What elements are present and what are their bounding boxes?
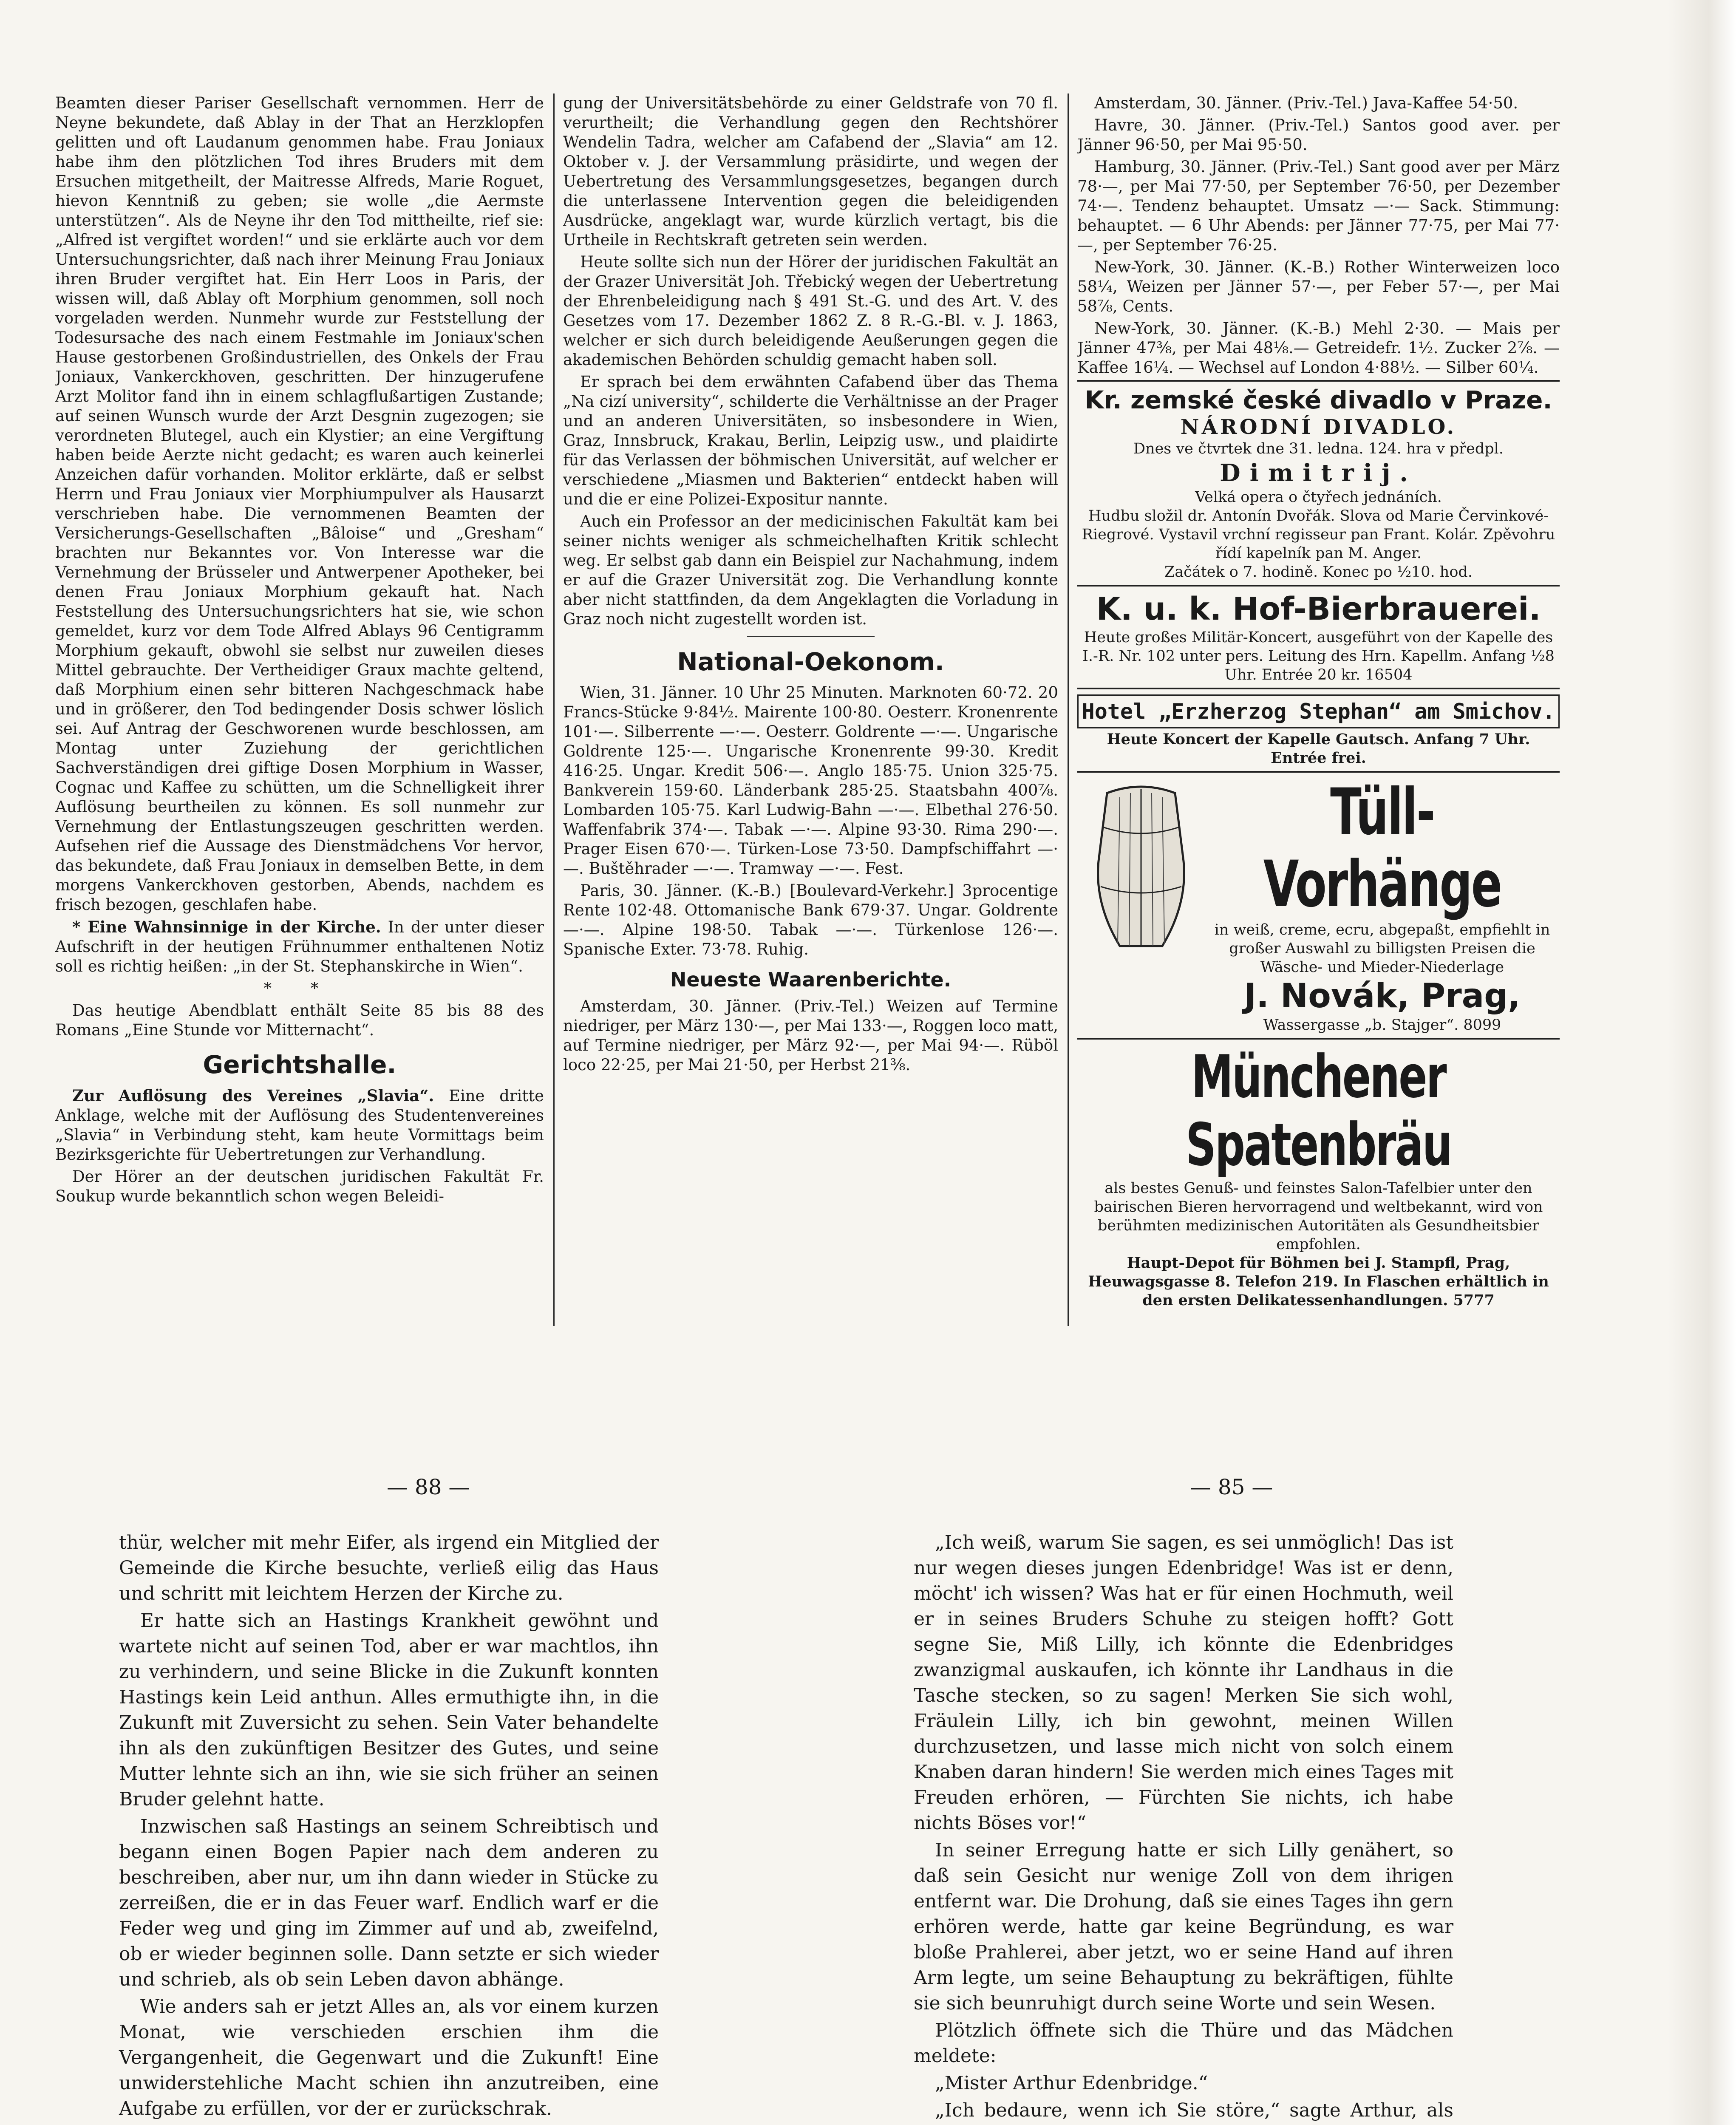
ad-brewery	[1077, 585, 1560, 688]
column-3	[1077, 94, 1560, 1313]
novel-note: Das heutige Abendblatt enthält Seite 85 bis 88 des Romans „Eine Stunde vor Mitternacht“.	[55, 1001, 544, 1039]
market-report: Wien, 31. Jänner. 10 Uhr 25 Minuten. Marknoten 60·72. 20 Francs-Stücke 9·84½. Mairente 100·80. Oesterr. Kronenrente 101·—. Silberrente —·—. Oesterr. Goldrente —·—. Ungarische Goldrente 125·—. Ungarische Kronenrente 99·30. Kredit 416·25. Ungar. Kredit 506·—. Anglo 185·75. Union 325·75. Bankverein 159·60. Länderbank 285·25. Staatsbahn 400⅞. Lombarden 105·75. Karl Ludwig-Bahn —·—. Elbethal 276·50. Waffenfabrik 374·—. Tabak —·—. Alpine 93·30. Rima 290·—. Prager Eisen 670·—. Türken-Lose 73·50. Dampfschiffahrt —·—. Buštěhrader —·—. Tramway —·—. Fest.	[563, 683, 1058, 878]
column-rule	[553, 94, 555, 1326]
ad-brewery-title: K. u. k. Hof-Bierbrauerei.	[1096, 591, 1541, 627]
ad-hotel-text: Heute Koncert der Kapelle Gautsch. Anfang 7 Uhr. Entrée frei.	[1107, 731, 1530, 767]
market-report: Havre, 30. Jänner. (Priv.-Tel.) Santos good aver. per Jänner 96·50, per Mai 95·50.	[1077, 116, 1560, 154]
ad-theatre-line: Velká opera o čtyřech jednáních.	[1195, 489, 1442, 506]
ad-tull	[1077, 771, 1560, 1038]
ad-tull-text-block	[1205, 776, 1560, 1034]
ad-theatre	[1077, 380, 1560, 585]
news-item-title: * Eine Wahnsinnige in der Kirche.	[72, 918, 381, 936]
column-1	[55, 94, 544, 1209]
market-report: Paris, 30. Jänner. (K.-B.) [Boulevard-Verkehr.] 3procentige Rente 102·48. Ottomanische Bank 679·37. Ungar. Goldrente —·—. Alpine 198·50. Tabak —·—. Türkenlose 126·—. Spanische Exter. 73·78. Ruhig.	[563, 881, 1058, 958]
novel-paragraph: „Ich weiß, warum Sie sagen, es sei unmöglich! Das ist nur wegen dieses jungen Edenbridge! Was ist er denn, möcht' ich wissen? Was hat er für einen Hochmuth, weil er in seines Bruders Schuhe zu steigen hofft? Gott segne Sie, Miß Lilly, ich könnte die Edenbridges zwanzigmal auskaufen, ich könnte ihr Landhaus in die Tasche stecken, so zu sagen! Merken Sie sich wohl, Fräulein Lilly, ich bin gewohnt, meinen Willen durchzusetzen, und lasse mich nicht von solch einem Knaben daran hindern! Sie werden mich eines Tages mit Freuden erhören, — Fürchten Sie nichts, ich habe nichts Böses vor!“	[914, 1532, 1453, 1834]
market-report: New-York, 30. Jänner. (K.-B.) Mehl 2·30. — Mais per Jänner 47⅜, per Mai 48⅛.— Getreidefr. 1½. Zucker 2⅞. — Kaffee 16¼. — Wechsel auf London 4·88½. — Silber 60¼.	[1077, 319, 1560, 377]
ad-tull-text: in weiß, creme, ecru, abgepaßt, empfiehlt in großer Auswahl zu billigsten Preisen die Wäsche- und Mieder-Niederlage	[1214, 921, 1550, 976]
ad-spaten-text: als bestes Genuß- und feinstes Salon-Tafelbier unter den bairischen Bieren hervorragend und weltbekannt, wird von berühmten medizinischen Autoritäten als Gesundheitsbier empfohlen.	[1094, 1180, 1543, 1253]
ad-theatre-line: Začátek o 7. hodině. Konec po ½10. hod.	[1164, 564, 1473, 581]
ad-theatre-subtitle: NÁRODNÍ DIVADLO.	[1180, 415, 1457, 439]
article-paragraph: Auch ein Professor an der medicinischen Fakultät kam bei seiner nichts weniger als schmeichelhaften Kritik schlecht weg. Er selbst gab dann ein Beispiel zur Nachahmung, indem er auf die Grazer Universität zog. Die Verhandlung konnte aber nicht stattfinden, da dem Angeklagten die Vorladung in Graz noch nicht zugestellt worden ist.	[563, 512, 1058, 628]
novel-paragraph: Er hatte sich an Hastings Krankheit gewöhnt und wartete nicht auf seinen Tod, aber er war machtlos, ihn zu verhindern, und seine Blicke in die Zukunft konnten Hastings kein Leid anthun. Alles ermuthigte ihn, in die Zukunft mit Zuversicht zu sehen. Sein Vater behandelte ihn als den zukünftigen Besitzer des Gutes, und seine Mutter lehnte sich an ihn, wie sie sich früher an seinen Bruder gelehnt hatte.	[119, 1610, 659, 1810]
novel-paragraph: In seiner Erregung hatte er sich Lilly genähert, so daß sein Gesicht nur wenige Zoll von dem ihrigen entfernt war. Die Drohung, daß sie eines Tages ihn gern erhören werde, hatte gar keine Begründung, es war bloße Prahlerei, aber jetzt, wo er seine Hand auf ihren Arm legte, um seine Behauptung zu bekräftigen, fühlte sie sich beunruhigt durch seine Worte und sein Wesen.	[914, 1839, 1453, 2014]
court-item-continued: Der Hörer an der deutschen juridischen Fakultät Fr. Soukup wurde bekanntlich schon wegen Beleidi-	[55, 1167, 544, 1205]
market-report: Amsterdam, 30. Jänner. (Priv.-Tel.) Java-Kaffee 54·50.	[1094, 94, 1518, 112]
news-item-text: In der unter dieser Aufschrift in der heutigen Frühnummer enthaltenen Notiz soll es richtig heißen: „in der St. Stephanskirche in Wien“.	[55, 918, 544, 975]
novel-page-right	[914, 1530, 1453, 2125]
ad-theatre-line: Dnes ve čtvrtek dne 31. ledna. 124. hra v předpl.	[1133, 440, 1504, 457]
news-item	[55, 917, 544, 976]
goods-report: Amsterdam, 30. Jänner. (Priv.-Tel.) Weizen auf Termine niedriger, per März 130·—, per Mai 133·—, Roggen loco matt, auf Termine niedriger, per März 92·—, per Mai 94·—. Rüböl loco 22·25, per Mai 21·50, per Herbst 21⅜.	[563, 997, 1058, 1074]
article-paragraph: Heute sollte sich nun der Hörer der juridischen Fakultät an der Grazer Universität Joh. Třebický wegen der Uebertretung der Ehrenbeleidigung nach § 491 St.-G. und des Art. V. des Gesetzes vom 17. Dezember 1862 Z. 8 R.-G.-Bl. v. J. 1863, welcher er sich durch beleidigende Aeußerungen gegen die akademischen Behörden schuldig gemacht haben soll.	[563, 253, 1058, 369]
ad-tull-brand: J. Novák, Prag,	[1244, 977, 1521, 1015]
novel-paragraph: „Ich bedaure, wenn ich Sie störe,“ sagte Arthur, als	[935, 2100, 1453, 2121]
ad-tull-address: Wassergasse „b. Stajger“. 8099	[1263, 1017, 1501, 1034]
ad-theatre-opera: Dimitrij.	[1220, 459, 1417, 487]
article-paragraph: Beamten dieser Pariser Gesellschaft vernommen. Herr de Neyne bekundete, daß Ablay in der That an Herzklopfen gelitten und oft Laudanum genommen habe. Frau Joniaux habe ihm den plötzlichen Tod ihres Bruders mit dem Ersuchen mitgetheilt, der Maitresse Alfreds, Marie Roguet, hievon Kenntniß zu geben; sie wolle „die Aermste unterstützen“. Als de Neyne ihr den Tod mittheilte, rief sie: „Alfred ist vergiftet worden!“ und sie erklärte auch vor dem Untersuchungsrichter, daß nach ihrer Meinung Frau Joniaux ihren Bruder vergiftet hat. Ein Herr Loos in Paris, der wissen will, daß Ablay oft Morphium genommen, soll noch vorgeladen werden. Nunmehr wurde zur Feststellung der Todesursache des nach einem Festmahle im Joniaux'schen Hause gestorbenen Großindustriellen, des Onkels der Frau Joniaux, Vankerckhoven, geschritten. Der hinzugerufene Arzt Molitor fand ihn in einem schlagflußartigen Zustande; auf seinen Wunsch wurde der Arzt Desgnin zugezogen; sie verordneten Blutegel, auch ein Klystier; an eine Vergiftung haben beide Aerzte nicht gedacht; es waren auch keinerlei Anzeichen dafür vorhanden. Molitor erklärte, daß er selbst Herrn und Frau Joniaux vier Morphiumpulver als Hausarzt verschrieben habe. Die vernommenen Beamten der Versicherungs-Gesellschaften „Bâloise“ und „Gresham“ brachten nur Bekanntes vor. Von Interesse war die Vernehmung der Brüsseler und Antwerpener Apotheker, bei denen Frau Joniaux Morphium gekauft hat. Nach Feststellung des Untersuchungsrichters hat sie, wie schon gemeldet, kurz vor dem Tode Alfred Ablays 96 Centigramm Morphium gekauft, obwohl sie selbst nur zuweilen dieses Mittel gebrauchte. Der Vertheidiger Graux machte geltend, daß Morphium einen sehr bitteren Nachgeschmack habe und in größerer, den Tod bedingender Dosis schwer löslich sei. Auf Antrag der Geschworenen wurde beschlossen, am Montag unter Zuziehung der gerichtlichen Sachverständigen drei giftige Dosen Morphium in Wasser, Cognac und Kaffee zu schütten, um die Schnelligkeit ihrer Auflösung beurtheilen zu können. Es soll nunmehr zur Vernehmung der Entlastungszeugen geschritten werden. Aufsehen rief die Aussage des Dienstmädchens Vor hervor, das bekundete, daß Frau Joniaux in demselben Bette, in dem morgens Vankerckhoven gestorben, Abends, nachdem es frisch bezogen, geschlafen habe.	[55, 94, 544, 914]
corset-illustration	[1077, 776, 1205, 955]
novel-page-left	[119, 1530, 659, 2125]
ad-brewery-text: Heute großes Militär-Koncert, ausgeführt von der Kapelle des I.-R. Nr. 102 unter pers. Leitung des Hrn. Kapellm. Anfang ½8 Uhr. Entrée 20 kr. 16504	[1082, 629, 1555, 683]
novel-paragraph: thür, welcher mit mehr Eifer, als irgend ein Mitglied der Gemeinde die Kirche besuchte, verließ eilig das Haus und schritt mit leichtem Herzen der Kirche zu.	[119, 1532, 659, 1604]
newspaper-upper-band	[55, 94, 1560, 1326]
market-report: Hamburg, 30. Jänner. (Priv.-Tel.) Sant good aver per März 78·—, per Mai 77·50, per September 76·50, per Dezember 74·—. Tendenz behauptet. Umsatz —·— Sack. Stimmung: behauptet. — 6 Uhr Abends: per Jänner 77·75, per Mai 77·—, per September 76·25.	[1077, 158, 1560, 254]
star-separator: * *	[263, 979, 336, 997]
ad-hotel-title: Hotel „Erzherzog Stephan“ am Smichov.	[1077, 694, 1560, 728]
novel-paragraph: Inzwischen saß Hastings an seinem Schreibtisch und begann einen Bogen Papier nach dem anderen zu beschreiben, aber nur, um ihn dann wieder in Stücke zu zerreißen, die er in das Feuer warf. Endlich warf er die Feder weg und ging im Zimmer auf und ab, zweifelnd, ob er wieder beginnen solle. Dann setzte er sich wieder und schrieb, als ob sein Leben davon abhänge.	[119, 1816, 659, 1990]
article-paragraph: Er sprach bei dem erwähnten Cafabend über das Thema „Na cizí university“, schilderte die Verhältnisse an der Prager und an anderen Universitäten, so insbesondere in Wien, Graz, Innsbruck, Krakau, Berlin, Leipzig usw., und plaidirte für das Verlassen der böhmischen Universität, auf welcher er verschiedene „Miasmen und Bakterien“ entdeckt haben will und die er eine Polizei-Expositur nannte.	[563, 373, 1058, 508]
page-edge	[1668, 0, 1736, 2125]
ad-theatre-line: Hudbu složil dr. Antonín Dvořák. Slova od Marie Červinkové-Riegrové. Vystavil vrchní regisseur pan Frant. Kolár. Zpěvohru řídí kapelník pan M. Anger.	[1082, 507, 1555, 562]
novel-paragraph: Plötzlich öffnete sich die Thüre und das Mädchen meldete:	[914, 2020, 1453, 2067]
column-2	[563, 94, 1058, 1077]
novel-paragraph	[119, 2123, 659, 2125]
page-number-right: — 85 —	[1190, 1475, 1273, 1499]
court-item-title: Zur Auflösung des Vereines „Slavia“.	[72, 1086, 434, 1105]
section-title-economy: National-Oekonom.	[677, 647, 944, 676]
court-item	[55, 1086, 544, 1164]
ad-tull-title: Tüll-Vorhänge	[1263, 775, 1501, 921]
market-report: New-York, 30. Jänner. (K.-B.) Rother Winterweizen loco 58¼, Weizen per Jänner 57·—, per Feber 57·—, per Mai 58⅞, Cents.	[1077, 258, 1560, 315]
section-title-goods: Neueste Waarenberichte.	[670, 968, 952, 991]
divider	[747, 636, 875, 637]
ad-hotel	[1077, 688, 1560, 771]
ad-tull-body	[1077, 776, 1560, 1034]
ad-theatre-title: Kr. zemské české divadlo v Praze.	[1085, 385, 1552, 414]
page-number-left: — 88 —	[387, 1475, 470, 1499]
ad-spaten	[1077, 1038, 1560, 1313]
court-item-text: Eine dritte Anklage, welche mit der Auflösung des Studentenvereines „Slavia“ in Verbindung steht, kam heute Vormittags beim Bezirksgerichte für Uebertretungen zur Verhandlung.	[55, 1087, 544, 1164]
column-rule	[1068, 94, 1069, 1326]
ad-spaten-depot: Haupt-Depot für Böhmen bei J. Stampfl, Prag, Heuwagsgasse 8. Telefon 219. In Flaschen erhältlich in den ersten Delikatessenhandlungen. 5777	[1088, 1254, 1549, 1309]
novel-paragraph: „Mister Arthur Edenbridge.“	[935, 2072, 1208, 2094]
novel-paragraph: Wie anders sah er jetzt Alles an, als vor einem kurzen Monat, wie verschieden erschien ihm die Vergangenheit, die Gegenwart und die Zukunft! Eine unwiderstehliche Macht schien ihn anzutreiben, eine Aufgabe zu erfüllen, vor der er zurückschrak.	[119, 1996, 659, 2119]
section-title-court: Gerichtshalle.	[203, 1050, 396, 1079]
ad-spaten-title: Münchener Spatenbräu	[1186, 1043, 1451, 1179]
article-paragraph: gung der Universitätsbehörde zu einer Geldstrafe von 70 fl. verurtheilt; die Verhandlung gegen den Rechtshörer Wendelin Tadra, welcher am Cafabend der „Slavia“ am 12. Oktober v. J. der Versammlung präsidirte, und wegen der Uebertretung des Versammlungsgesetzes, begangen durch die unterlassene Intervention gegen die beleidigenden Ausdrücke, angeklagt war, wurde kürzlich vertagt, bis die Urtheile in Rechtskraft getreten sein werden.	[563, 94, 1058, 249]
